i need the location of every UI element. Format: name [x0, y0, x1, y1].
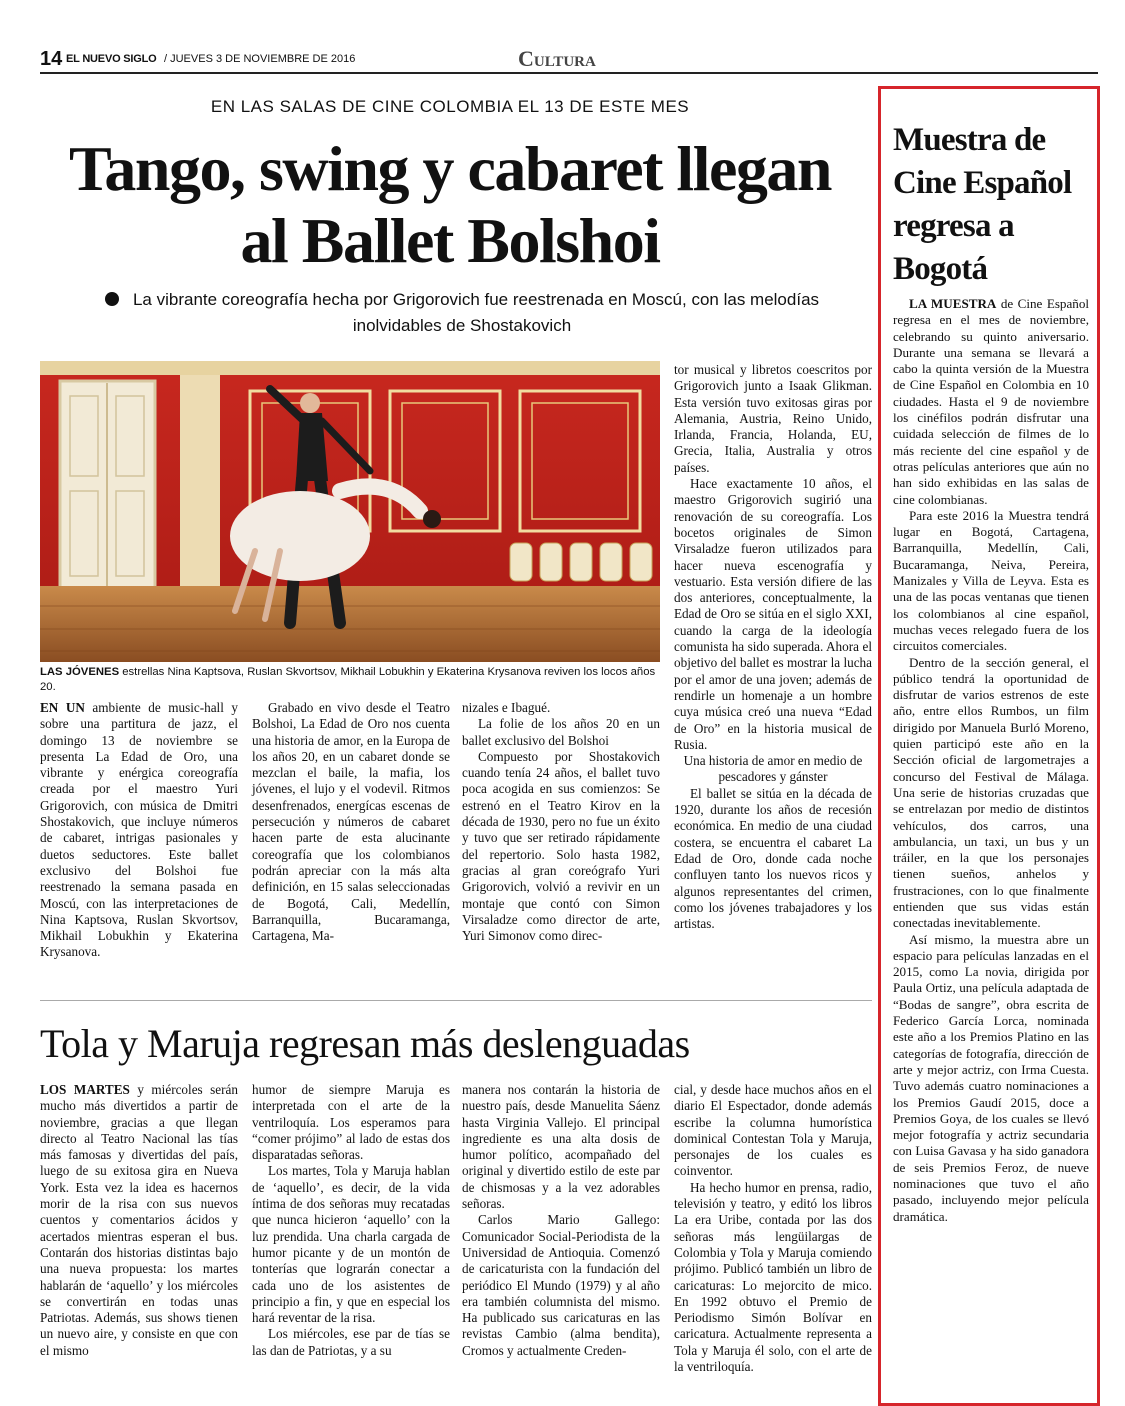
- bullet-icon: [105, 292, 119, 306]
- paragraph: cial, y desde hace muchos años en el diario El Espectador, donde además escribe la columna humorística dominical Contestan Tola y Maruja, personajes de los cuales es coinventor.: [674, 1082, 872, 1179]
- headline-line: al Ballet Bolshoi: [240, 205, 660, 276]
- second-column-1: [40, 1082, 238, 1359]
- paragraph: Para este 2016 la Muestra tendrá lugar en Bogotá, Cartagena, Barranquilla, Medellín, Cali, Bucaramanga, Neiva, Pereira, Manizales y Villa de Leyva. Esta es una de las pocas ventanas que tienen los colombianos al cine español, muchas veces relegado fuera de los circuitos comerciales.: [893, 507, 1089, 654]
- article-column-2: [252, 700, 450, 944]
- caption-text: estrellas Nina Kaptsova, Ruslan Skvortsov, Mikhail Lobukhin y Ekaterina Krysanova reviven los locos años 20.: [40, 666, 656, 693]
- paragraph: ambiente de music-hall y sobre una partitura de jazz, el domingo 13 de noviembre se presenta La Edad de Oro, una vibrante y enérgica coreografía creada por el maestro Yuri Grigorovich, con música de Dmitri Shostakovich, que incluye números de cabaret, intrigas pasionales y duetos seductores. Este ballet exclusivo del Bolshoi fue reestrenado la semana pasada en Moscú, con las interpretaciones de Nina Kaptsova, Ruslan Skvortsov, Mikhail Lobukhin y Ekaterina Krysanova.: [40, 700, 238, 960]
- paragraph-lead: LOS MARTES: [40, 1082, 130, 1097]
- paragraph: Carlos Mario Gallego: Comunicador Social-Periodista de la Universidad de Antioquia. Comenzó de caricaturista con la fundación del periódico El Mundo (1979) y al año era también columnista del mismo. Ha publicado sus caricaturas en las revistas Cambio (alma bendita), Cromos y actualmente Creden-: [462, 1212, 660, 1358]
- subheading: Una historia de amor en medio de pescadores y gánster: [683, 753, 863, 785]
- caption-lead: LAS JÓVENES: [40, 666, 120, 678]
- paragraph: tor musical y libretos coescritos por Grigorovich junto a Isaak Glikman. Esta versión tuvo exitosas giras por Alemania, Austria, Reino Unido, Irlanda, Francia, Holanda, EU, Grecia, Italia, Australia y otros países.: [674, 362, 872, 475]
- paragraph: Ha hecho humor en prensa, radio, televisión y teatro, y editó los libros La era Uribe, contada por las dos señoras más lengüilargas de Colombia y Tola y Maruja comiendo prójimo. Publicó también un libro de caricaturas: Lo mejorcito de mico. En 1992 obtuvo el Premio de Periodismo Simón Bolívar en caricatura. Actualmente representa a Tola y Maruja él solo, con el arte de la ventriloquía.: [674, 1179, 872, 1375]
- newspaper-name: EL NUEVO SIGLO: [66, 53, 157, 65]
- page-header: [40, 48, 1098, 74]
- second-column-2: [252, 1082, 450, 1359]
- article-headline: [40, 133, 860, 277]
- paragraph: nizales e Ibagué.: [462, 700, 551, 715]
- paragraph: manera nos contarán la historia de nuestro país, desde Manuelita Sáenz hasta Virginia Vallejo. El principal ingrediente es una alta dosis de humor político, acompañado del original y divertido estilo de este par de chismosas y a la vez adorables señoras.: [462, 1082, 660, 1212]
- article-column-1: [40, 700, 238, 961]
- page-number: 14: [40, 48, 63, 70]
- paragraph: y miércoles serán mucho más divertidos a partir de noviembre, gracias a que llegan directo al Teatro Nacional las tías más famosas y divertidas del país, luego de su exitosa gira en Nueva York. Esta vez la idea es hacernos morir de la risa con sus nuevos cuentos y comentarios ácidos y acertados mientras esperan el bus. Contarán dos historias distintas bajo una nueva propuesta: los martes hablarán de ‘aquello’ y los miércoles se convertirán en todas unas Patriotas. Además, sus shows tienen un nuevo aire, y consiste en que con el mismo: [40, 1082, 238, 1358]
- article-column-3: [462, 700, 660, 944]
- paragraph-lead: EN UN: [40, 700, 85, 715]
- section-divider: [40, 1000, 872, 1001]
- section-title: Cultura: [518, 46, 596, 71]
- headline-line: Tango, swing y cabaret llegan: [69, 133, 831, 204]
- paragraph: Los martes, Tola y Maruja hablan de ‘aquello’, es decir, de la vida íntima de dos señoras muy recatadas que nunca hicieron ‘aquello’ con la luz prendida. Una charla cargada de humor picante y de un montón de tonterías que lograrán conectar a cada uno de los asistentes de principio a fin, y que en especial los hará reventar de la risa.: [252, 1163, 450, 1326]
- ballet-photo: [40, 361, 660, 662]
- second-column-3: [462, 1082, 660, 1359]
- sidebar-body: [893, 296, 1089, 1225]
- article-column-4: [674, 362, 872, 932]
- paragraph: Así mismo, la muestra abre un espacio para películas lanzadas en el 2015, como La novia, dirigida por Paula Ortiz, una película adaptada de “Bodas de sangre”, obra escrita de Federico García Lorca, nominada este año a los Premios Platino en las categorías de fotografía, dirección de arte y mejor actriz, con Irma Cuesta. Tuvo además cuatro nominaciones a los Premios Gaudí 2015, doce a Premios Goya, de los cuales se llevó mejor fotografía y actriz secundaria con Luisa Gavasa y ha sido ganadora de seis Premios Feroz, de nueve nominaciones que tuvo el año pasado, incluyendo mejor película dramática.: [893, 931, 1089, 1224]
- subheading: La folie de los años 20 en un ballet exclusivo del Bolshoi: [462, 716, 660, 748]
- article-deck: [62, 287, 862, 339]
- deck-text: La vibrante coreografía hecha por Grigorovich fue reestrenada en Moscú, con las melodías inolvidables de Shostakovich: [132, 290, 820, 335]
- sidebar-box: [878, 86, 1100, 1406]
- paragraph: Compuesto por Shostakovich cuando tenía 24 años, el ballet tuvo poca acogida en sus comienzos: Se estrenó en el Teatro Kirov en la década de 1930, pero no fue un éxito y tuvo que ser retirado rápidamente del repertorio. Solo hasta 1982, gracias al gran coreógrafo Yuri Grigorovich, volvió a revivir en un montaje que contó con Simon Virsaladze como director de arte, Yuri Simonov como direc-: [462, 748, 660, 944]
- paragraph: Hace exactamente 10 años, el maestro Grigorovich sugirió una renovación de su coreografía. Los bocetos originales de Simon Virsaladze fueron utilizados para hacer nueva escenografía y vestuario. Esta versión difiere de las dos anteriores, conceptualmente, la Edad de Oro se sitúa en el siglo XXI, cuando la carga de la ideología comunista ha sido superada. Ahora el objetivo del ballet es mostrar la lucha por el amor de una joven; además de rendirle un homenaje a un hombre cuya música creó una nueva “Edad de Oro” en la historia musical de Rusia.: [674, 476, 872, 752]
- article-kicker: EN LAS SALAS DE CINE COLOMBIA EL 13 DE ESTE MES: [210, 97, 690, 116]
- paragraph: de Cine Español regresa en el mes de noviembre, celebrando su quinto aniversario. Durante una semana se llevará a cabo la quinta versión de la Muestra de Cine Español en Colombia en 10 ciudades. Hasta el 9 de noviembre los cinéfilos podrán disfrutar una cuidada selección de filmes de lo más reciente del cine español y de otras películas anteriores que aún no han sido exhibidas en las salas de cine colombianas.: [893, 296, 1089, 507]
- paragraph: El ballet se sitúa en la década de 1920, durante los años de recesión económica. En medio de una ciudad costera, se encuentra el cabaret La Edad de Oro, donde cada noche confluyen tanto los nuevos ricos y algunos representantes del crimen, como los jóvenes trabajadores y los artistas.: [674, 785, 872, 932]
- paragraph: Los miércoles, ese par de tías se las dan de Patriotas, y a su: [252, 1326, 450, 1358]
- paragraph-lead: LA MUESTRA: [909, 296, 997, 311]
- second-column-4: [674, 1082, 872, 1375]
- photo-caption: [40, 665, 660, 695]
- paragraph: Grabado en vivo desde el Teatro Bolshoi, La Edad de Oro nos cuenta una historia de amor, en la Europa de los años 20, en un cabaret donde se mezclan el baile, la mafia, los jóvenes, el lujo y el vodevil. Ritmos desenfrenados, energícas escenas de persecución y números de cabaret hacen parte de esta alucinante coreografía que los colombianos podrán apreciar con la más alta definición, en 15 salas seleccionadas de Bogotá, Cali, Medellín, Barranquilla, Bucaramanga, Cartagena, Ma-: [252, 700, 450, 944]
- issue-date: / JUEVES 3 DE NOVIEMBRE DE 2016: [164, 53, 356, 65]
- sidebar-headline: Muestra de Cine Español regresa a Bogotá: [893, 122, 1072, 287]
- paragraph: Dentro de la sección general, el público tendrá la oportunidad de disfrutar de varios estrenos de este año, entre ellos Rumbos, un film dirigido por Manuela Burló Moreno, quien participó este año en la Sección oficial de largometrajes a concurso del Festival de Málaga. Una serie de historias cruzadas que se entrelazan por medio de distintos vehículos, dos carros, una ambulancia, un taxi, un bus y un tráiler, en la que los personajes tienen sueños, anhelos y frustraciones, con lo que finalmente entienden que sus vidas están conectadas inevitablemente.: [893, 654, 1089, 931]
- paragraph: humor de siempre Maruja es interpretada con el arte de la ventriloquía. Los esperamos para “comer prójimo” al lado de estas dos disparatadas señoras.: [252, 1082, 450, 1163]
- second-article-headline: Tola y Maruja regresan más deslenguadas: [40, 1021, 690, 1066]
